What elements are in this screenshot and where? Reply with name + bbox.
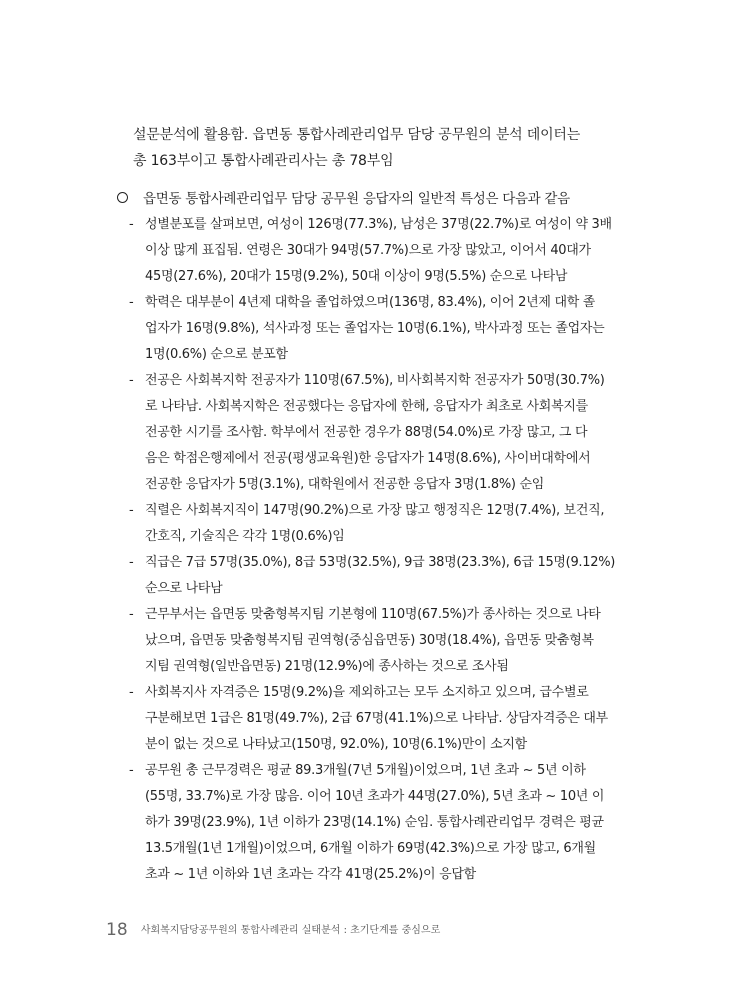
list-item-line: 전공한 응답자가 5명(3.1%), 대학원에서 전공한 응답자 3명(1.8%) 순임: [145, 477, 545, 492]
dash-bullet: -: [129, 555, 134, 570]
list-item-line: 전공한 시기를 조사함. 학부에서 전공한 경우가 88명(54.0%)로 가장 많고, 그 다: [145, 425, 588, 440]
intro-paragraph: [133, 122, 643, 174]
dash-bullet: -: [129, 373, 134, 388]
list-item: [117, 550, 647, 602]
list-item-line: 13.5개월(1년 1개월)이었으며, 6개월 이하가 69명(42.3%)으로 가장 많고, 6개월: [145, 841, 596, 856]
circle-bullet-icon: [117, 192, 128, 203]
list-item-line: 분이 없는 것으로 나타났고(150명, 92.0%), 10명(6.1%)만이 소지함: [145, 737, 527, 752]
list-item-line: 1명(0.6%) 순으로 분포함: [145, 347, 288, 362]
list-item-line: 간호직, 기술직은 각각 1명(0.6%)임: [145, 529, 345, 544]
list-item: [117, 602, 647, 680]
list-item-line: 났으며, 읍면동 맞춤형복지팀 권역형(중심읍면동) 30명(18.4%), 읍면동 맞춤형복: [145, 633, 594, 648]
page-number: 18: [106, 920, 128, 940]
list-item-line: 음은 학점은행제에서 전공(평생교육원)한 응답자가 14명(8.6%), 사이버대학에서: [145, 451, 591, 466]
list-item-line: 이상 많게 표집됨. 연령은 30대가 94명(57.7%)으로 가장 많았고, 이어서 40대가: [145, 243, 591, 258]
section-heading-text: 읍면동 통합사례관리업무 담당 공무원 응답자의 일반적 특성은 다음과 같음: [143, 191, 570, 207]
intro-line: 설문분석에 활용함. 읍면동 통합사례관리업무 담당 공무원의 분석 데이터는: [133, 127, 581, 143]
dash-bullet: -: [129, 763, 134, 778]
characteristics-section: [117, 186, 647, 888]
list-item-line: 지팀 권역형(일반읍면동) 21명(12.9%)에 종사하는 것으로 조사됨: [145, 659, 509, 674]
section-heading: [117, 186, 647, 212]
page-footer: [106, 920, 440, 940]
list-item: [117, 498, 647, 550]
list-item: [117, 290, 647, 368]
list-item-line: 하가 39명(23.9%), 1년 이하가 23명(14.1%) 순임. 통합사례관리업무 경력은 평균: [145, 815, 604, 830]
list-item-line: 45명(27.6%), 20대가 15명(9.2%), 50대 이상이 9명(5.5%) 순으로 나타남: [145, 269, 568, 284]
list-item: [117, 758, 647, 888]
list-item-line: 로 나타남. 사회복지학은 전공했다는 응답자에 한해, 응답자가 최초로 사회복지를: [145, 399, 588, 414]
list-item-line: 근무부서는 읍면동 맞춤형복지팀 기본형에 110명(67.5%)가 종사하는 것으로 나타: [145, 607, 601, 622]
intro-line: 총 163부이고 통합사례관리사는 총 78부임: [133, 153, 394, 169]
list-item-line: 전공은 사회복지학 전공자가 110명(67.5%), 비사회복지학 전공자가 50명(30.7%): [145, 373, 605, 388]
list-item-line: 공무원 총 근무경력은 평균 89.3개월(7년 5개월)이었으며, 1년 초과 ~ 5년 이하: [145, 763, 586, 778]
list-item-line: 사회복지사 자격증은 15명(9.2%)을 제외하고는 모두 소지하고 있으며, 급수별로: [145, 685, 589, 700]
list-item: [117, 212, 647, 290]
list-item-line: 업자가 16명(9.8%), 석사과정 또는 졸업자는 10명(6.1%), 박사과정 또는 졸업자는: [145, 321, 605, 336]
list-item: [117, 368, 647, 498]
dash-bullet: -: [129, 295, 134, 310]
running-title: 사회복지담당공무원의 통합사례관리 실태분석 : 초기단계를 중심으로: [140, 925, 441, 936]
dash-bullet: -: [129, 685, 134, 700]
list-item-line: 성별분포를 살펴보면, 여성이 126명(77.3%), 남성은 37명(22.7%)로 여성이 약 3배: [145, 217, 612, 232]
list-item-line: (55명, 33.7%)로 가장 많음. 이어 10년 초과가 44명(27.0%), 5년 초과 ~ 10년 이: [145, 789, 605, 804]
list-item-line: 순으로 나타남: [145, 581, 223, 596]
dash-bullet: -: [129, 217, 134, 232]
dash-bullet: -: [129, 503, 134, 518]
list-item: [117, 680, 647, 758]
list-item-line: 직급은 7급 57명(35.0%), 8급 53명(32.5%), 9급 38명(23.3%), 6급 15명(9.12%): [145, 555, 616, 570]
list-item-line: 학력은 대부분이 4년제 대학을 졸업하였으며(136명, 83.4%), 이어 2년제 대학 졸: [145, 295, 596, 310]
list-item-line: 초과 ~ 1년 이하와 1년 초과는 각각 41명(25.2%)이 응답함: [145, 867, 476, 882]
characteristics-list: [117, 212, 647, 888]
dash-bullet: -: [129, 607, 134, 622]
list-item-line: 직렬은 사회복지직이 147명(90.2%)으로 가장 많고 행정직은 12명(7.4%), 보건직,: [145, 503, 605, 518]
list-item-line: 구분해보면 1급은 81명(49.7%), 2급 67명(41.1%)으로 나타남. 상담자격증은 대부: [145, 711, 608, 726]
